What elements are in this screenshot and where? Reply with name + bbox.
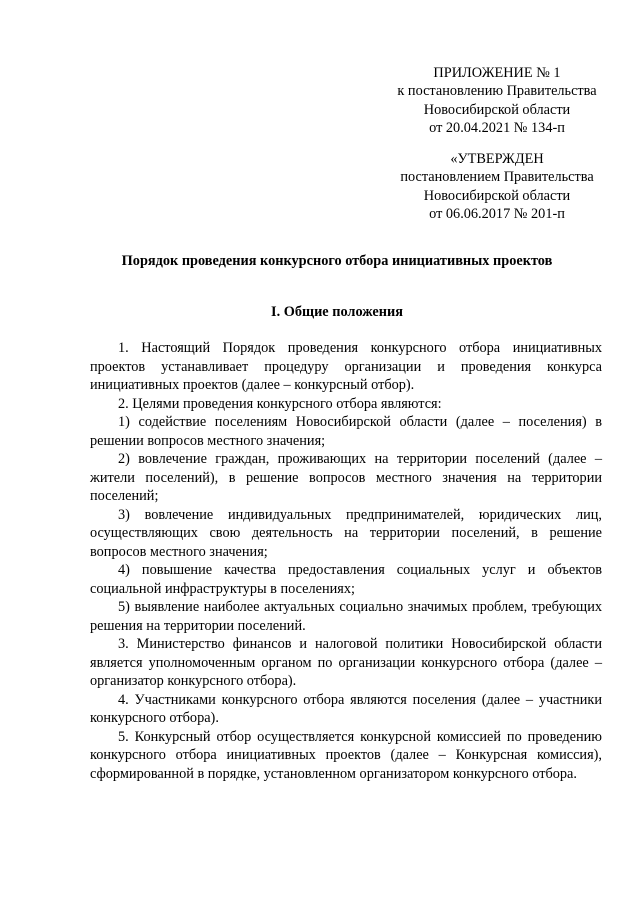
approval-region: Новосибирской области xyxy=(423,187,571,204)
paragraph: 5) выявление наиболее актуальных социально значимых проблем, требующих решения на территории поселений. xyxy=(90,599,602,634)
paragraph: 4) повышение качества предоставления социальных услуг и объектов социальной инфраструктуры в поселениях; xyxy=(90,562,602,597)
paragraph: 3) вовлечение индивидуальных предпринимателей, юридических лиц, осуществляющих свою деятельность на территории поселений, в решение вопросов местного значения; xyxy=(90,506,602,560)
paragraph: 2) вовлечение граждан, проживающих на территории поселений (далее – жители поселений), в решение вопросов местного значения на территории поселений; xyxy=(90,451,602,504)
section-title: I. Общие положения xyxy=(271,304,403,320)
paragraph: 1) содействие поселениям Новосибирской области (далее – поселения) в решении вопросов местного значения; xyxy=(90,414,602,449)
paragraph: 4. Участниками конкурсного отбора являются поселения (далее – участники конкурсного отбора). xyxy=(90,691,602,726)
appendix-date: от 20.04.2021 № 134-п xyxy=(429,120,565,137)
approval-title: «УТВЕРЖДЕН xyxy=(450,151,544,167)
paragraph: 3. Министерство финансов и налоговой политики Новосибирской области является уполномоченным органом по организации конкурсного отбора (далее – организатор конкурсного отбора). xyxy=(90,636,602,689)
approval-reference: постановлением Правительства xyxy=(400,169,594,186)
document-body xyxy=(90,339,602,783)
document-title: Порядок проведения конкурсного отбора инициативных проектов xyxy=(121,253,553,269)
appendix-reference: к постановлению Правительства xyxy=(397,83,597,100)
paragraph: 1. Настоящий Порядок проведения конкурсного отбора инициативных проектов устанавливает процедуру организации и проведения конкурса инициативных проектов (далее – конкурсный отбор). xyxy=(90,340,602,393)
paragraph: 5. Конкурсный отбор осуществляется конкурсной комиссией по проведению конкурсного отбора инициативных проектов (далее – Конкурсная комиссия), сформированной в порядке, установленном организатором конкурсного отбора. xyxy=(90,728,602,782)
appendix-region: Новосибирской области xyxy=(423,101,571,118)
appendix-header xyxy=(384,64,610,138)
paragraph: 2. Целями проведения конкурсного отбора являются: xyxy=(118,395,442,412)
appendix-number: ПРИЛОЖЕНИЕ № 1 xyxy=(433,65,561,81)
approval-header xyxy=(384,150,610,224)
approval-date: от 06.06.2017 № 201-п xyxy=(429,206,565,223)
